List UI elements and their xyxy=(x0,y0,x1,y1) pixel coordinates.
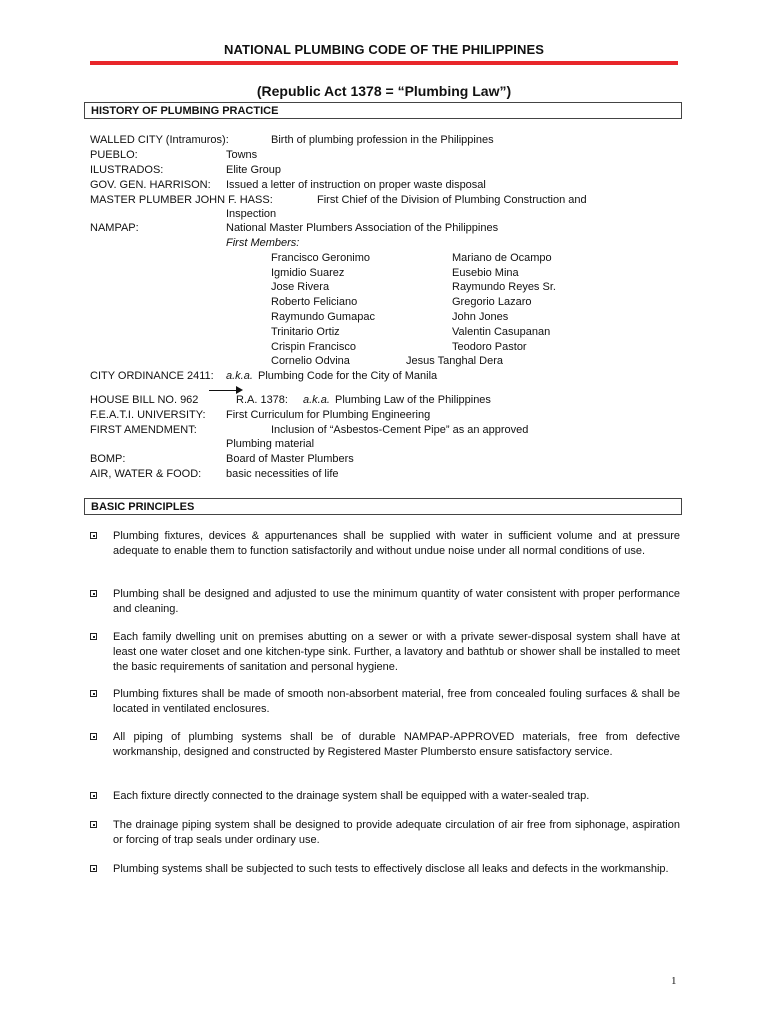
history-value: Plumbing material xyxy=(226,438,315,450)
history-key: MASTER PLUMBER JOHN F. HASS: xyxy=(90,194,273,206)
history-row-feati xyxy=(90,408,680,423)
history-row-house-bill xyxy=(90,393,680,408)
principle-text: Each fixture directly connected to the drainage system shall be equipped with a water-sealed trap. xyxy=(113,790,590,802)
history-value: Issued a letter of instruction on proper waste disposal xyxy=(226,179,486,191)
principle-text: Plumbing fixtures, devices & appurtenances shall be supplied with water in sufficient volume and at pressure adequate to enable them to function satisfactorily and without undue noise under all normal conditions of use. xyxy=(113,530,680,557)
history-row-first-amendment-cont xyxy=(226,437,626,452)
checkbox-bullet-icon xyxy=(90,633,97,640)
history-key: HOUSE BILL NO. 962 xyxy=(90,394,199,406)
member-left: Jose Rivera xyxy=(271,281,330,293)
member-left: Cornelio Odvina xyxy=(271,355,350,367)
page-number: 1 xyxy=(671,975,677,987)
history-key: WALLED CITY (Intramuros): xyxy=(90,134,229,146)
history-value: Inspection xyxy=(226,208,277,220)
history-heading-text: HISTORY OF PLUMBING PRACTICE xyxy=(91,105,279,117)
member-right: Teodoro Pastor xyxy=(452,341,527,353)
history-value: Towns xyxy=(226,149,258,161)
history-key: NAMPAP: xyxy=(90,222,139,234)
history-row-hass xyxy=(90,193,680,208)
history-row-ordinance xyxy=(90,369,680,384)
history-row-hass-cont xyxy=(226,207,626,222)
member-right: Eusebio Mina xyxy=(452,267,519,279)
history-row-walled-city xyxy=(90,133,680,148)
member-left: Crispin Francisco xyxy=(271,341,356,353)
principle-item xyxy=(90,587,680,617)
history-section-heading xyxy=(84,102,682,119)
first-members-label xyxy=(226,236,526,251)
basic-principles-heading xyxy=(84,498,682,515)
member-left: Igmidio Suarez xyxy=(271,267,345,279)
member-right: Mariano de Ocampo xyxy=(452,252,552,264)
history-value: Plumbing Code for the City of Manila xyxy=(258,370,438,382)
checkbox-bullet-icon xyxy=(90,532,97,539)
principle-item xyxy=(90,789,680,804)
history-row-harrison xyxy=(90,178,680,193)
principle-text: Plumbing fixtures shall be made of smooth non-absorbent material, free from concealed fouling surfaces & shall be located in ventilated enclosures. xyxy=(113,688,680,715)
member-left: Raymundo Gumapac xyxy=(271,311,375,323)
history-row-first-amendment xyxy=(90,423,680,438)
member-left: Francisco Geronimo xyxy=(271,252,371,264)
principle-item xyxy=(90,630,680,675)
principle-item xyxy=(90,818,680,848)
member-right: Raymundo Reyes Sr. xyxy=(452,281,556,293)
history-key: GOV. GEN. HARRISON: xyxy=(90,179,211,191)
history-row-bomp xyxy=(90,452,680,467)
history-value: Elite Group xyxy=(226,164,282,176)
history-key: AIR, WATER & FOOD: xyxy=(90,468,202,480)
history-row-ilustrados xyxy=(90,163,680,178)
history-row-pueblo xyxy=(90,148,680,163)
ra-label: R.A. 1378: xyxy=(236,394,288,406)
basic-principles-heading-text: BASIC PRINCIPLES xyxy=(91,501,195,513)
history-value: National Master Plumbers Association of the Philippines xyxy=(226,222,499,234)
principle-text: Plumbing shall be designed and adjusted to use the minimum quantity of water consistent with proper performance and cleaning. xyxy=(113,588,680,615)
arrow-line xyxy=(209,390,239,391)
first-members-text: First Members: xyxy=(226,237,300,249)
member-right: Gregorio Lazaro xyxy=(452,296,532,308)
history-value: Inclusion of “Asbestos-Cement Pipe” as an approved xyxy=(271,424,529,436)
member-left: Roberto Feliciano xyxy=(271,296,358,308)
checkbox-bullet-icon xyxy=(90,733,97,740)
checkbox-bullet-icon xyxy=(90,792,97,799)
principle-item xyxy=(90,862,680,877)
principle-text: All piping of plumbing systems shall be of durable NAMPAP-APPROVED materials, free from defective workmanship, designed and constructed by Registered Master Plumbersto ensure satisfactory service. xyxy=(113,731,680,758)
principle-text: Each family dwelling unit on premises abutting on a sewer or with a private sewer-disposal system shall have at least one water closet and one kitchen-type sink. Further, a lavatory and bathtub or shower shall be installed to meet the basic requirements of sanitation and personal hygiene. xyxy=(113,631,680,673)
principle-text: The drainage piping system shall be designed to provide adequate circulation of air free from siphonage, aspiration or forcing of trap seals under ordinary use. xyxy=(113,819,680,846)
history-key: FIRST AMENDMENT: xyxy=(90,424,197,436)
history-key: CITY ORDINANCE 2411: xyxy=(90,370,214,382)
history-value: Plumbing Law of the Philippines xyxy=(335,394,491,406)
principle-item xyxy=(90,529,680,559)
history-key: ILUSTRADOS: xyxy=(90,164,164,176)
history-value: First Curriculum for Plumbing Engineering xyxy=(226,409,431,421)
checkbox-bullet-icon xyxy=(90,821,97,828)
history-key: BOMP: xyxy=(90,453,126,465)
aka-label: a.k.a. xyxy=(303,394,330,406)
aka-label: a.k.a. xyxy=(226,370,253,382)
principle-item xyxy=(90,730,680,760)
checkbox-bullet-icon xyxy=(90,590,97,597)
history-key: F.E.A.T.I. UNIVERSITY: xyxy=(90,409,206,421)
history-value: Birth of plumbing profession in the Philippines xyxy=(271,134,494,146)
document-subtitle: (Republic Act 1378 = “Plumbing Law”) xyxy=(256,83,512,99)
checkbox-bullet-icon xyxy=(90,865,97,872)
member-left: Trinitario Ortiz xyxy=(271,326,340,338)
history-value: basic necessities of life xyxy=(226,468,339,480)
principle-text: Plumbing systems shall be subjected to such tests to effectively disclose all leaks and defects in the workmanship. xyxy=(113,863,669,875)
history-row-air-water-food xyxy=(90,467,680,482)
history-value: First Chief of the Division of Plumbing Construction and xyxy=(317,194,587,206)
history-value: Board of Master Plumbers xyxy=(226,453,354,465)
title-divider xyxy=(90,61,678,65)
history-row-nampap xyxy=(90,221,680,236)
member-right: John Jones xyxy=(452,311,509,323)
history-key: PUEBLO: xyxy=(90,149,138,161)
member-right: Valentin Casupanan xyxy=(452,326,551,338)
checkbox-bullet-icon xyxy=(90,690,97,697)
member-right: Jesus Tanghal Dera xyxy=(406,355,504,367)
principle-item xyxy=(90,687,680,717)
document-title: NATIONAL PLUMBING CODE OF THE PHILIPPINES xyxy=(224,42,544,57)
